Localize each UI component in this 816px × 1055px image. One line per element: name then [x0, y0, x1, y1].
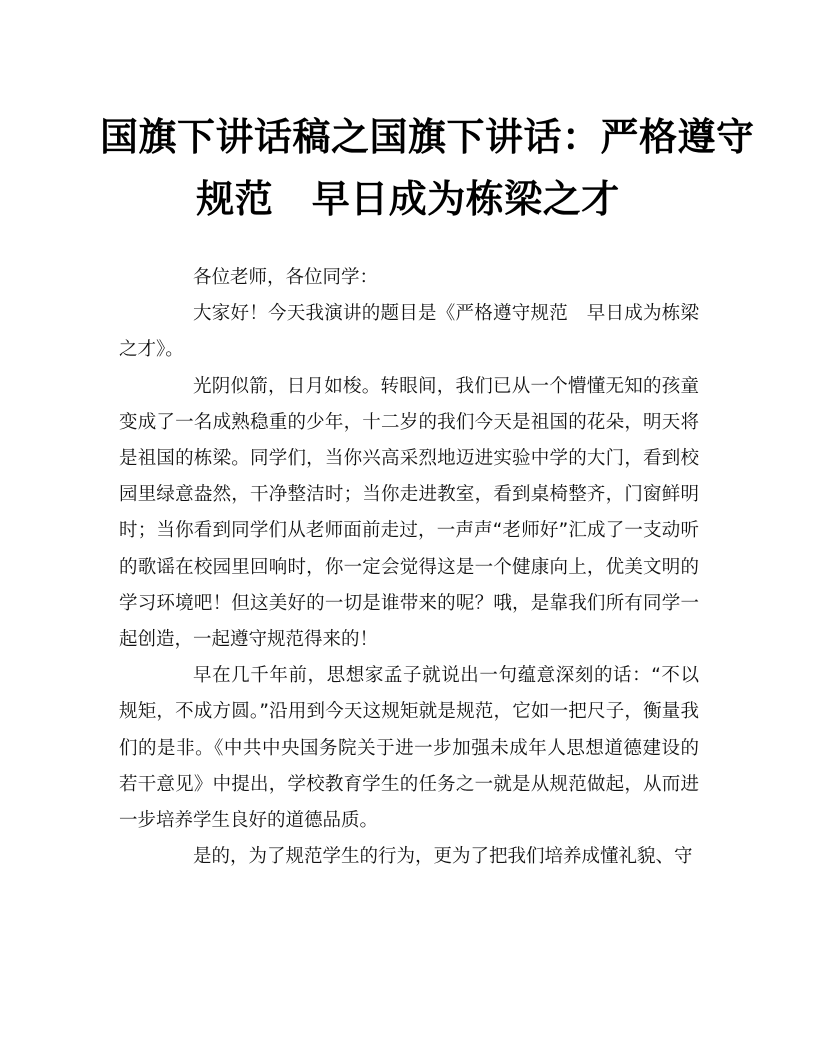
title-line-1: 国旗下讲话稿之国旗下讲话：严格遵守: [100, 114, 755, 159]
title-line-2: 规范 早日成为栋梁之才: [196, 176, 620, 221]
paragraph-greeting: 大家好！今天我演讲的题目是《严格遵守规范 早日成为栋梁之才》。: [119, 303, 699, 361]
paragraph-mencius: 早在几千年前，思想家孟子就说出一句蕴意深刻的话：“不以规矩，不成方圆。”沿用到今天这规矩就是规范，它如一把尺子，衡量我们的是非。《中共中央国务院关于进一步加强未成年人思想道德建设的若干意见》中提出，学校教育学生的任务之一就是从规范做起，从而进一步培养学生良好的道德品质。: [119, 665, 699, 832]
page-title: [100, 106, 755, 230]
paragraph-time: 光阴似箭，日月如梭。转眼间，我们已从一个懵懂无知的孩童变成了一名成熟稳重的少年，十二岁的我们今天是祖国的花朵，明天将是祖国的栋梁。同学们，当你兴高采烈地迈进实验中学的大门，看到校园里绿意盎然，干净整洁时；当你走进教室，看到桌椅整齐，门窗鲜明时；当你看到同学们从老师面前走过，一声声“老师好”汇成了一支动听的歌谣在校园里回响时，你一定会觉得这是一个健康向上，优美文明的学习环境吧！但这美好的一切是谁带来的呢？哦，是靠我们所有同学一起创造，一起遵守规范得来的！: [119, 375, 699, 651]
paragraph-conclusion: 是的，为了规范学生的行为，更为了把我们培养成懂礼貌、守: [193, 846, 693, 868]
document-body: [119, 260, 699, 875]
paragraph-salutation: 各位老师，各位同学：: [193, 267, 379, 288]
